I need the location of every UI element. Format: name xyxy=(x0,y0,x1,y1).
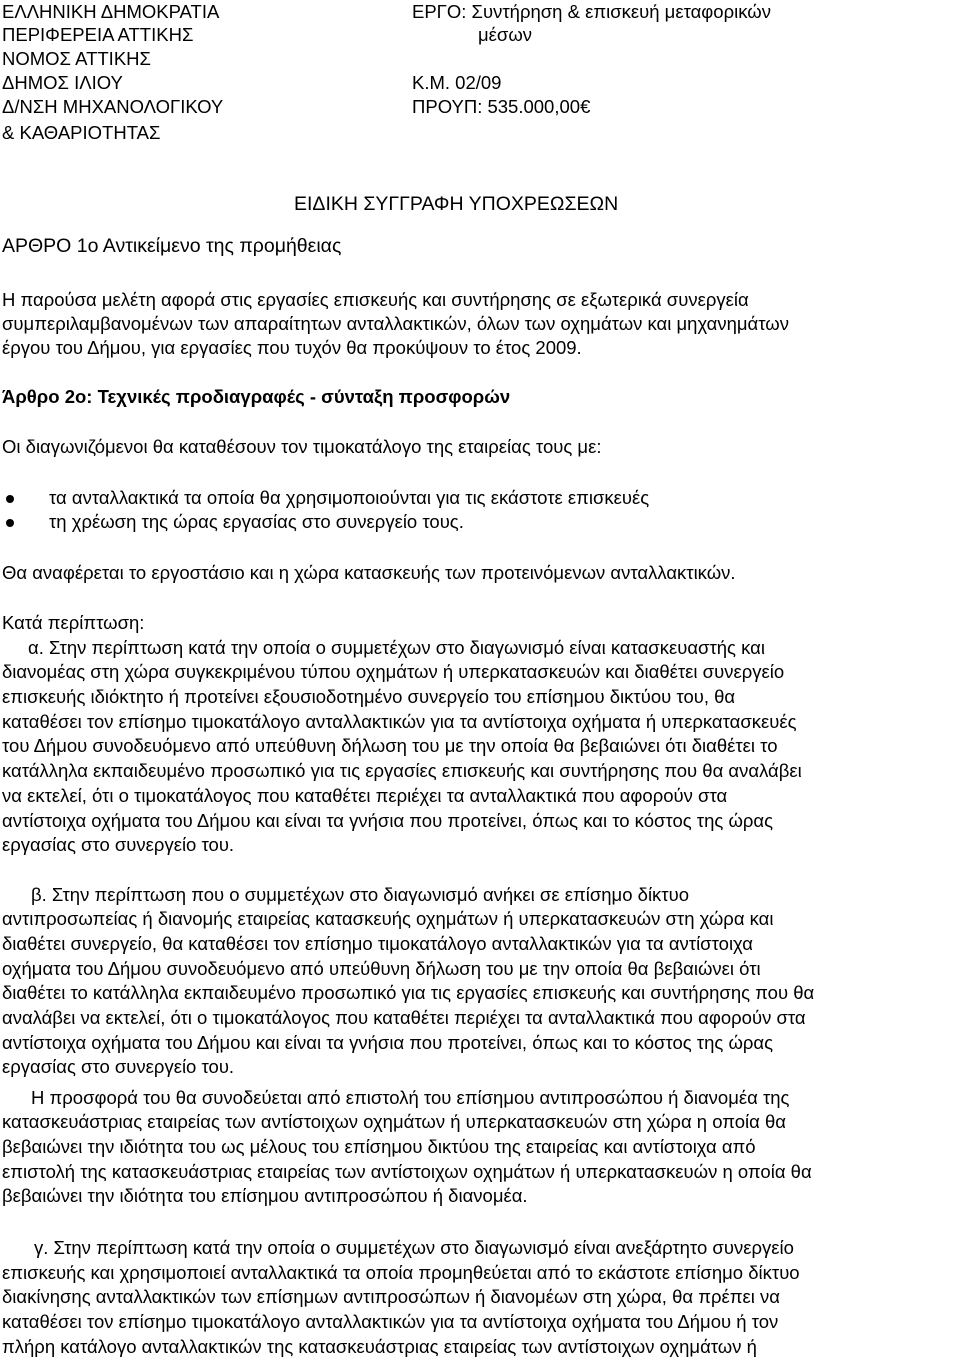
header-left-line: ΠΕΡΙΦΕΡΕΙΑ ΑΤΤΙΚΗΣ xyxy=(2,24,194,45)
article2-heading: Άρθρο 2ο: Τεχνικές προδιαγραφές - σύνταξη προσφορών xyxy=(2,386,511,407)
article1-line: Η παρούσα μελέτη αφορά στις εργασίες επισκευής και συντήρησης σε εξωτερικά συνεργεία xyxy=(2,289,749,310)
case-a-line: αντίστοιχα οχήματα του Δήμου και είναι τα γνήσια που προτείνει, όπως και το κόστος της ώρας xyxy=(2,810,774,831)
list-item: τα ανταλλακτικά τα οποία θα χρησιμοποιούνται για τις εκάστοτε επισκευές xyxy=(49,487,650,508)
case-a-line: κατάλληλα εκπαιδευμένο προσωπικό για τις εργασίες επισκευής και συντήρησης που θα αναλάβει xyxy=(2,760,802,781)
factory-note: Θα αναφέρεται το εργοστάσιο και η χώρα κατασκευής των προτεινόμενων ανταλλακτικών. xyxy=(2,562,736,583)
case-b-line: β. Στην περίπτωση που ο συμμετέχων στο διαγωνισμό ανήκει σε επίσημο δίκτυο xyxy=(31,884,690,905)
case-b-line: διαθέτει συνεργείο, θα καταθέσει τον επίσημο τιμοκατάλογο ανταλλακτικών για τα αντίστοιχα xyxy=(2,933,753,954)
article2-intro: Οι διαγωνιζόμενοι θα καταθέσουν τον τιμοκατάλογο της εταιρείας τους με: xyxy=(2,436,602,457)
case-b-extra-line: επιστολή της κατασκευάστριας εταιρείας των αντίστοιχων οχημάτων ή υπερκατασκευών η οποία θα xyxy=(2,1161,812,1182)
case-b-line: οχήματα του Δήμου συνοδευόμενο από υπεύθυνη δήλωση του με την οποία θα βεβαιώνει ότι xyxy=(2,958,761,979)
doc-title: ΕΙΔΙΚΗ ΣΥΓΓΡΑΦΗ ΥΠΟΧΡΕΩΣΕΩΝ xyxy=(294,193,619,215)
case-b-extra-line: βεβαιώνει την ιδιότητα του επίσημου αντιπροσώπου ή διανομέα. xyxy=(2,1185,528,1206)
header-left-line: ΝΟΜΟΣ ΑΤΤΙΚΗΣ xyxy=(2,48,151,69)
header-left-line: ΔΗΜΟΣ ΙΛΙΟΥ xyxy=(2,72,123,93)
euro-icon: € xyxy=(580,96,591,117)
case-a-line: διανομέας στη χώρα συγκεκριμένου τύπου οχημάτων ή υπερκατασκευών και διαθέτει συνεργείο xyxy=(2,661,785,682)
budget: ΠΡΟΥΠ: 535.000,00€ xyxy=(412,96,591,117)
case-c-line: καταθέσει τον επίσημο τιμοκατάλογο ανταλλακτικών για τα αντίστοιχα οχήματα του Δήμου ή τον xyxy=(2,1311,779,1332)
case-a-line: α. Στην περίπτωση κατά την οποία ο συμμετέχων στο διαγωνισμό είναι κατασκευαστής και xyxy=(28,637,765,658)
project-title: ΕΡΓΟ: Συντήρηση & επισκευή μεταφορικών xyxy=(412,1,771,22)
case-a-line: εργασίας στο συνεργείο του. xyxy=(2,834,235,855)
case-b-extra-line: Η προσφορά του θα συνοδεύεται από επιστολή του επίσημου αντιπροσώπου ή διανομέα της xyxy=(31,1087,790,1108)
header-left-line: ΕΛΛΗΝΙΚΗ ΔΗΜΟΚΡΑΤΙΑ xyxy=(2,1,220,22)
case-b-line: αντιπροσωπείας ή διανομής εταιρείας κατασκευής οχημάτων ή υπερκατασκευών στη χώρα και xyxy=(2,908,774,929)
case-c-line: γ. Στην περίπτωση κατά την οποία ο συμμετέχων στο διαγωνισμό είναι ανεξάρτητο συνεργείο xyxy=(34,1237,794,1258)
case-c-line: πλήρη κατάλογο ανταλλακτικών της κατασκευάστριας εταιρείας των αντίστοιχων οχημάτων ή xyxy=(2,1336,757,1357)
case-b-line: διαθέτει το κατάλληλα εκπαιδευμένο προσωπικό για τις εργασίες επισκευής και συντήρησης που θα xyxy=(2,982,815,1003)
case-b-extra-line: βεβαιώνει την ιδιότητα του ως μέλους του επίσημου δικτύου της εταιρείας και αντίστοιχα από xyxy=(2,1136,756,1157)
case-b-line: εργασίας στο συνεργείο του. xyxy=(2,1056,235,1077)
case-a-line: του Δήμου συνοδευόμενο από υπεύθυνη δήλωση του με την οποία θα βεβαιώνει ότι διαθέτει το xyxy=(2,735,778,756)
header-left-line: & ΚΑΘΑΡΙΟΤΗΤΑΣ xyxy=(2,122,161,143)
case-a-line: επισκευής ιδιόκτητο ή προτείνει εξουσιοδοτημένο συνεργείο του επίσημου δικτύου του, θα xyxy=(2,686,736,707)
case-a-line: καταθέσει τον επίσημο τιμοκατάλογο ανταλλακτικών για τα αντίστοιχα οχήματα ή υπερκατασκευές xyxy=(2,711,797,732)
case-b-line: αναλάβει να εκτελεί, ότι ο τιμοκατάλογος που καταθέτει περιέχει τα ανταλλακτικά που αφορούν στα xyxy=(2,1007,806,1028)
case-c-line: διακίνησης ανταλλακτικών των επίσημων αντιπροσώπων ή διανομέων στη χώρα, θα πρέπει να xyxy=(2,1286,780,1307)
project-title-cont: μέσων xyxy=(478,24,533,45)
article1-heading: ΑΡΘΡΟ 1ο Αντικείμενο της προμήθειας xyxy=(2,235,342,257)
header-left-line: Δ/ΝΣΗ ΜΗΧΑΝΟΛΟΓΙΚΟΥ xyxy=(2,96,224,117)
case-a-line: να εκτελεί, ότι ο τιμοκατάλογος που καταθέτει περιέχει τα ανταλλακτικά που αφορούν στα xyxy=(2,785,728,806)
list-item: τη χρέωση της ώρας εργασίας στο συνεργείο τους. xyxy=(49,511,464,532)
km-code: Κ.Μ. 02/09 xyxy=(412,72,502,93)
bullet-icon xyxy=(6,519,14,527)
case-b-extra-line: κατασκευάστριας εταιρείας των αντίστοιχων οχημάτων ή υπερκατασκευών στη χώρα η οποία θα xyxy=(2,1111,786,1132)
case-c-line: επισκευής και χρησιμοποιεί ανταλλακτικά τα οποία προμηθεύεται από το εκάστοτε επίσημο δίκτυο xyxy=(2,1262,800,1283)
article1-line: συμπεριλαμβανομένων των απαραίτητων ανταλλακτικών, όλων των οχημάτων και μηχανημάτων xyxy=(2,313,789,334)
case-b-line: αντίστοιχα οχήματα του Δήμου και είναι τα γνήσια που προτείνει, όπως και το κόστος της ώρας xyxy=(2,1032,774,1053)
bullet-icon xyxy=(6,495,14,503)
article1-line: έργου του Δήμου, για εργασίες που τυχόν θα προκύψουν το έτος 2009. xyxy=(2,337,582,358)
cases-label: Κατά περίπτωση: xyxy=(2,612,145,633)
